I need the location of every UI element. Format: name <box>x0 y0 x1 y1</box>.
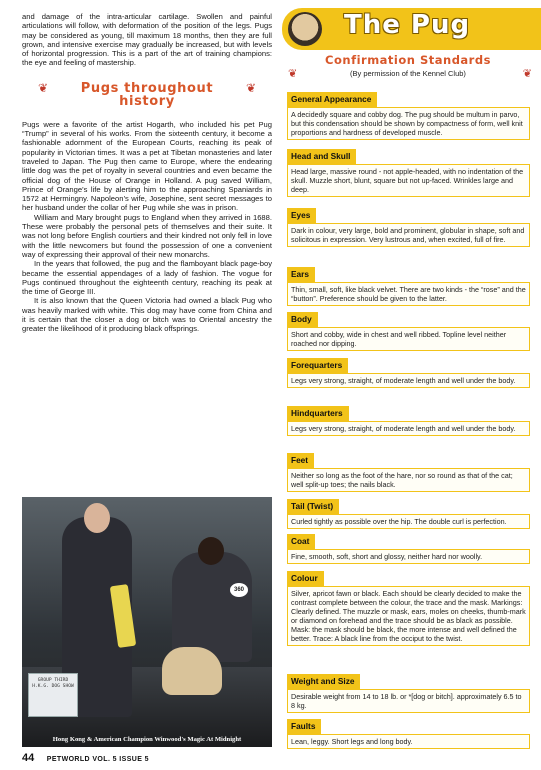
intro-paragraph: and damage of the intra-articular cartilage. Swollen and painful articulations will follow, with deformation of the position of the legs. Pugs may be considered as young, till maximum 18 months, then they are full grown, and intensive exercise may gradually be increased, but with levels of horizontal progression. This is a part of the art of training champions: the eye and feeling of mastership. <box>22 12 272 68</box>
magazine-issue: PETWORLD VOL. 5 ISSUE 5 <box>46 756 149 763</box>
standard-feet <box>287 450 530 492</box>
standard-text: Fine, smooth, soft, short and glossy, neither hard nor woolly. <box>287 549 530 564</box>
standard-label: Hindquarters <box>287 406 349 421</box>
handler-number: 360 <box>230 583 248 597</box>
pug-dog <box>162 647 222 695</box>
standard-label: Forequarters <box>287 358 348 373</box>
standard-tail <box>287 496 530 529</box>
standard-label: Head and Skull <box>287 149 356 164</box>
standard-forequarters <box>287 355 530 388</box>
standard-text: Head large, massive round - not apple-headed, with no indentation of the skull. Muzzle short, blunt, square but not up-faced. Wrinkles large and deep. <box>287 164 530 197</box>
standard-label: Body <box>287 312 318 327</box>
standard-hindquarters <box>287 403 530 436</box>
standard-label: Weight and Size <box>287 674 360 689</box>
standard-head-and-skull <box>287 146 530 197</box>
sign-line-2: H.K.G. DOG SHOW <box>32 684 74 689</box>
award-sign <box>28 673 78 717</box>
standard-label: Tail (Twist) <box>287 499 339 514</box>
standard-faults <box>287 716 530 749</box>
standard-label: Eyes <box>287 208 316 223</box>
paw-print-icon: ❦ <box>522 68 532 80</box>
history-paragraph-3: In the years that followed, the pug and the flamboyant black page-boy became the essential appendages of a lady of fashion. The vogue for Pugs continued throughout the eighteenth century, reaching its peak at the time of George III. <box>22 259 272 297</box>
history-paragraph-4: It is also known that the Queen Victoria had owned a black Pug who was heavily marked with white. This dog may have come from China and it is certain that the closer a dog or bitch was to Oriental ancestry the greater the likelihood of it producing black offsprings. <box>22 296 272 334</box>
confirmation-header <box>288 53 532 80</box>
page-number: 44 <box>22 752 35 764</box>
standard-text: Dark in colour, very large, bold and prominent, globular in shape, soft and solicitous in expression. Very lustrous and, when excited, full of fire. <box>287 223 530 247</box>
handler-head <box>198 537 224 565</box>
standard-coat <box>287 531 530 564</box>
standard-label: General Appearance <box>287 92 377 107</box>
standard-label: Feet <box>287 453 314 468</box>
paw-print-icon: ❦ <box>245 80 256 95</box>
confirmation-title: Confirmation Standards <box>325 53 491 67</box>
pug-face-icon <box>288 12 322 46</box>
dog-show-photo <box>22 497 272 747</box>
standard-text: Short and cobby, wide in chest and well ribbed. Topline level neither roached nor dipping. <box>287 327 530 351</box>
section-title-line1: Pugs throughout <box>80 80 214 96</box>
paw-print-icon: ❦ <box>288 68 298 80</box>
left-column <box>22 12 272 334</box>
standard-label: Ears <box>287 267 315 282</box>
standard-weight-and-size <box>287 671 530 713</box>
page-footer <box>22 752 149 764</box>
section-title <box>22 82 272 108</box>
handler-figure <box>172 552 252 662</box>
title-banner <box>282 8 541 50</box>
judge-head <box>84 503 110 533</box>
section-title-line2: history <box>119 93 175 109</box>
standard-text: Thin, small, soft, like black velvet. There are two kinds - the “rose” and the “button”. Preference should be given to the latter. <box>287 282 530 306</box>
confirmation-subtitle: (By permission of the Kennel Club) <box>350 69 466 78</box>
standard-text: Curled tightly as possible over the hip. The double curl is perfection. <box>287 514 530 529</box>
standard-text: Neither so long as the foot of the hare, nor so round as that of the cat; well split-up toes; the nails black. <box>287 468 530 492</box>
photo-caption: Hong Kong & American Champion Winwood's Magic At Midnight <box>52 736 242 743</box>
history-paragraph-2: William and Mary brought pugs to England when they arrived in 1688. These were probably the personal pets of themselves and their suite. It was not long before English courtiers and their kindred not only fell in love with the little newcomers but found the possession of one a convenient way of expressing their approval of their new monarchs. <box>22 212 272 259</box>
paw-print-icon: ❦ <box>38 80 49 95</box>
standard-label: Colour <box>287 571 324 586</box>
standard-text: Legs very strong, straight, of moderate length and well under the body. <box>287 421 530 436</box>
standard-text: Silver, apricot fawn or black. Each should be clearly decided to make the contrast complete between the colour, the trace and the mask. Markings: Clearly defined. The muzzle or mask, ears, moles on cheeks, thumb-mark or diamond on forehead and the trace should be as black as possible. Mask: the mask should be black, the more intense and well defined the better. Trace: A black line from the occiput to the twist. <box>287 586 530 646</box>
standard-text: A decidedly square and cobby dog. The pug should be multum in parvo, but this condensation should be shown by compactness of form, well knit proportions and hardness of developed muscle. <box>287 107 530 140</box>
banner-title: The Pug <box>344 10 471 40</box>
standard-label: Coat <box>287 534 315 549</box>
standard-ears <box>287 264 530 306</box>
standard-text: Lean, leggy. Short legs and long body. <box>287 734 530 749</box>
history-paragraph-1: Pugs were a favorite of the artist Hogarth, who included his pet Pug “Trump” in several of his works. From the sixteenth century, it become a fashionable adornment of the European Courts, reaching its peak of popularity in Victorian times. It was a pet at Tibetan monasteries and later traveled to Japan. The Pug then came to Europe, where the endearing little dog was the pet of royalty in several countries and even became the official dog of the House of Orange in Holland. A pug saved William, Prince of Orange’s life by alerting him to the approaching Spaniards in 1572 at Hermingny. Napoleon’s wife, Josephine, sent secret messages to her husband under the collar of her Pug while she was in prison. <box>22 119 272 213</box>
sign-line-1: GROUP THIRD <box>37 678 69 683</box>
standard-general-appearance <box>287 89 530 140</box>
standard-text: Legs very strong, straight, of moderate length and well under the body. <box>287 373 530 388</box>
standard-colour <box>287 568 530 646</box>
standard-text: Desirable weight from 14 to 18 lb. or *[dog or bitch]. approximately 6.5 to 8 kg. <box>287 689 530 713</box>
standard-body <box>287 309 530 351</box>
standard-eyes <box>287 205 530 247</box>
standard-label: Faults <box>287 719 321 734</box>
